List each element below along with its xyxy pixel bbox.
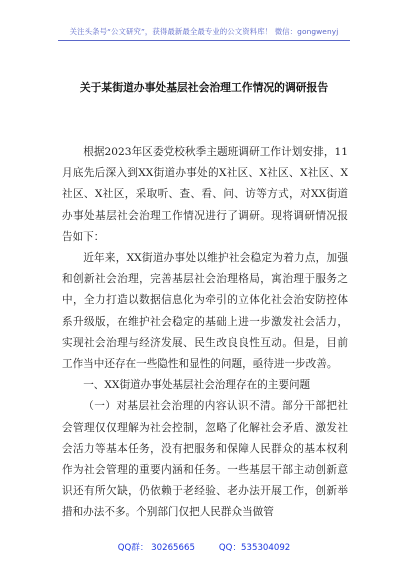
paragraph-problem-one: （一）对基层社会治理的内容认识不清。部分干部把社会管理仅仅理解为社会控制，忽略了化解社会矛盾、激发社会活力等基本任务，没有把服务和保障人民群众的基本权利作为社会管理的重要内涵和任务。一些基层干部主动创新意识还有所欠缺，仍依赖于老经验、老办法开展工作，创新举措和办法不多。个别部门仅把人民群众当做管 — [62, 400, 348, 519]
document-title: 关于某街道办事处基层社会治理工作情况的调研报告 — [79, 81, 329, 94]
footer-contact — [0, 541, 408, 553]
footer-qq-group: QQ群： 30265665 — [117, 543, 195, 553]
document-body — [62, 142, 348, 524]
paragraph-overview: 近年来，XX街道办事处以维护社会稳定为着力点，加强和创新社会治理，完善基层社会治理格局，寓治理于服务之中，全力打造以数据信息化为牵引的立体化社会治安防控体系升级版，在维护社会稳定的基础上进一步激发社会活力，实现社会治理与经济发展、民生改良良性互动。但是，目前工作当中还存在一些隐性和显性的问题，亟待进一步改善。 — [62, 252, 348, 371]
section-heading-problems: 一、XX街道办事处基层社会治理存在的主要问题 — [83, 379, 311, 392]
header-banner: 关注头条号“公文研究”，获得最新最全最专业的公文资料库！ 微信：gongwenyj — [69, 27, 339, 36]
header-divider — [58, 40, 350, 41]
paragraph-intro: 根据2023年区委党校秋季主题班调研工作计划安排，11月底先后深入到XX街道办事处的X社区、X社区、X社区、X社区、X社区，采取听、查、看、问、访等方式，对XX街道办事处基层社会治理工作情况进行了调研。现将调研情况报告如下： — [62, 146, 348, 243]
footer-qq-number: QQ：535304092 — [218, 543, 291, 553]
